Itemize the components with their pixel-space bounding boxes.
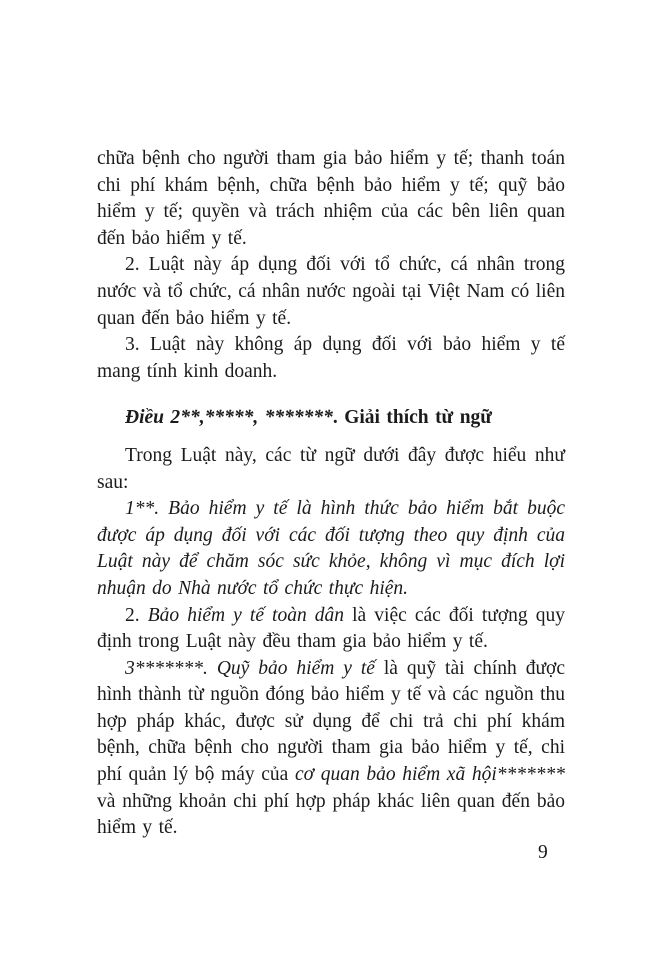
amendment-marks: ** (134, 498, 155, 520)
paragraph-definition-3 (97, 656, 565, 842)
article-number: Điều 2 (125, 407, 181, 429)
defined-term-inline: cơ quan bảo hiểm xã hội (295, 764, 497, 786)
definition-text: . Bảo hiểm y tế là hình thức bảo hiểm bắt buộc được áp dụng đối với các đối tượng theo quy định của Luật này để chăm sóc sức khỏe, không vì mục đích lợi nhuận do Nhà nước tổ chức thực hiện. (97, 498, 565, 599)
definition-text: là quỹ tài chính được hình thành từ nguồn đóng bảo hiểm y tế và các nguồn thu hợp pháp khác, được sử dụng để chi trả chi phí khám bệnh, chữa bệnh cho người tham gia bảo hiểm y tế, chi phí quản lý bộ máy của (97, 657, 565, 786)
defined-term: Bảo hiểm y tế toàn dân (147, 604, 345, 626)
definition-dot: . (203, 657, 217, 679)
definition-number: 2. (125, 604, 148, 626)
page-content (97, 146, 565, 842)
paragraph-clause-2: 2. Luật này áp dụng đối với tổ chức, cá nhân trong nước và tổ chức, cá nhân nước ngoài tại Việt Nam có liên quan đến bảo hiểm y tế. (97, 254, 565, 329)
paragraph-clause-3: 3. Luật này không áp dụng đối với bảo hiểm y tế mang tính kinh doanh. (97, 334, 565, 382)
article-heading (97, 405, 565, 432)
paragraph-definition-2 (97, 603, 565, 656)
article-amendment-marks: **,*****, ******* (180, 407, 333, 429)
heading-separator: . (332, 407, 345, 429)
definition-number: 1 (125, 498, 135, 520)
definition-text: là việc các đối tượng quy định trong Luật này đều tham gia bảo hiểm y tế. (97, 604, 566, 653)
definition-text: và những khoản chi phí hợp pháp khác liên quan đến bảo hiểm y tế. (97, 790, 565, 839)
amendment-marks: ******* (134, 657, 203, 679)
paragraph-definition-1 (97, 496, 565, 602)
paragraph-intro: Trong Luật này, các từ ngữ dưới đây được hiểu như sau: (97, 444, 565, 493)
amendment-marks: ******* (496, 764, 566, 786)
definition-number: 3 (125, 657, 135, 679)
paragraph-continuation: chữa bệnh cho người tham gia bảo hiểm y tế; thanh toán chi phí khám bệnh, chữa bệnh bảo hiểm y tế; quỹ bảo hiểm y tế; quyền và trách nhiệm của các bên liên quan đến bảo hiểm y tế. (97, 148, 565, 249)
defined-term: Quỹ bảo hiểm y tế (216, 657, 375, 679)
article-title: Giải thích từ ngữ (344, 407, 492, 429)
page-number: 9 (538, 842, 548, 863)
